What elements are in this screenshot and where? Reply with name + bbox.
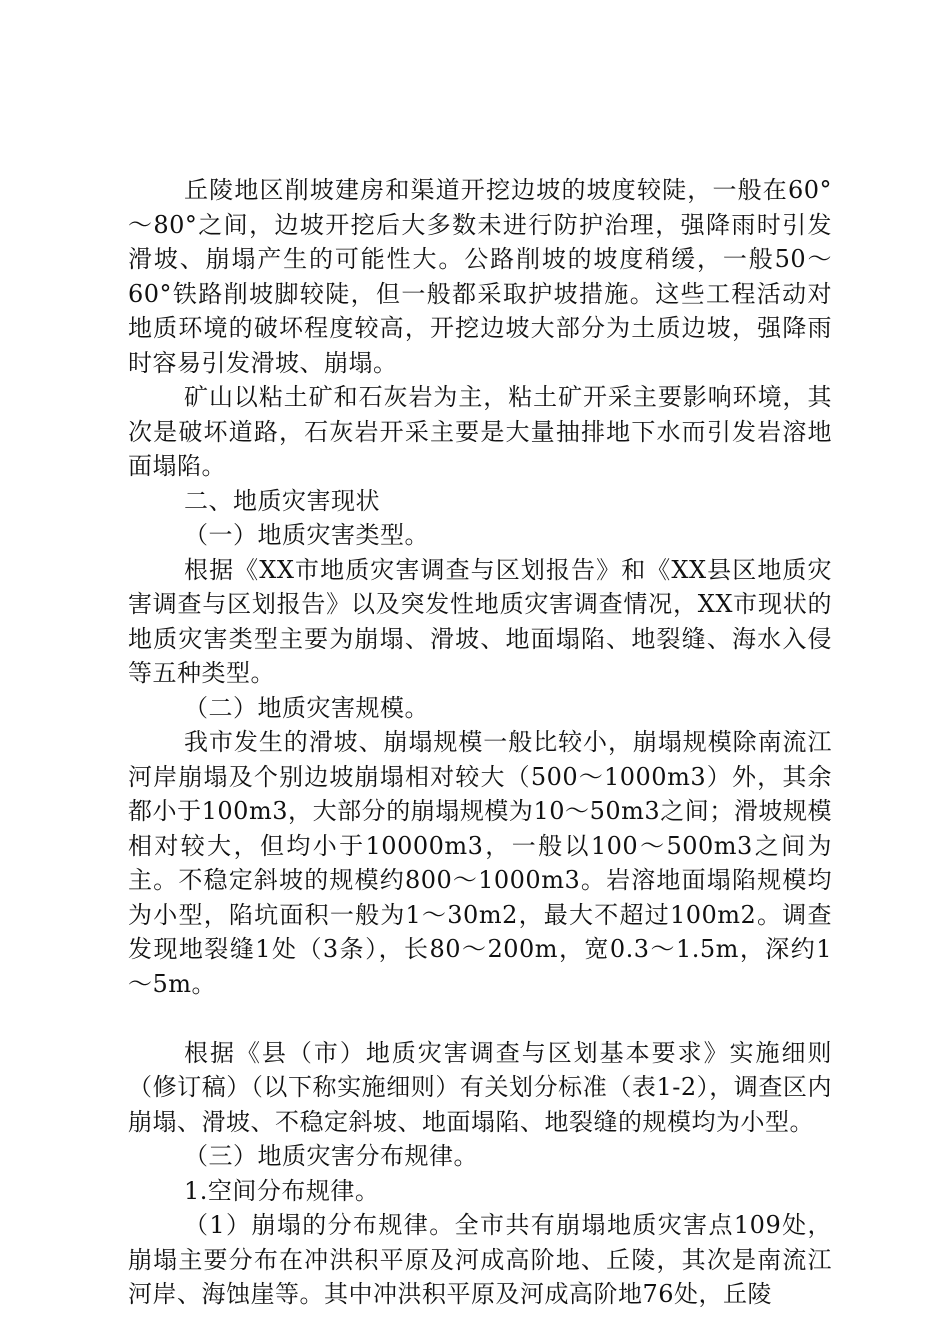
paragraph-disaster-types: 根据《XX市地质灾害调查与区划报告》和《XX县区地质灾害调查与区划报告》以及突发性地质灾害调查情况，XX市现状的地质灾害类型主要为崩塌、滑坡、地面塌陷、地裂缝、海水入侵等五种类型。 [128,555,832,687]
paragraph-collapse-distribution: （1）崩塌的分布规律。全市共有崩塌地质灾害点109处，崩塌主要分布在冲洪积平原及河成高阶地、丘陵，其次是南流江河岸、海蚀崖等。其中冲洪积平原及河成高阶地76处，丘陵 [128,1211,832,1308]
paragraph-mining: 矿山以粘土矿和石灰岩为主，粘土矿开采主要影响环境，其次是破坏道路，石灰岩开采主要是大量抽排地下水而引发岩溶地面塌陷。 [128,383,832,480]
paragraph-classification-standard: 根据《县（市）地质灾害调查与区划基本要求》实施细则（修订稿）（以下称实施细则）有关划分标准（表1-2），调查区内崩塌、滑坡、不稳定斜坡、地面塌陷、地裂缝的规模均为小型。 [128,1038,832,1136]
blank-line [128,1001,832,1036]
section-heading-current-status: 二、地质灾害现状 [184,486,380,515]
paragraph-disaster-scale: 我市发生的滑坡、崩塌规模一般比较小，崩塌规模除南流江河岸崩塌及个别边坡崩塌相对较大（500～1000m3）外，其余都小于100m3，大部分的崩塌规模为10～50m3之间；滑坡规模相对较大，但均小于10000m3，一般以100～500m3之间为主。不稳定斜坡的规模约800～1000m3。岩溶地面塌陷规模均为小型，陷坑面积一般为1～30m2，最大不超过100m2。调查发现地裂缝1处（3条），长80～200m，宽0.3～1.5m，深约1～5m。 [128,728,832,998]
item-heading-spatial-distribution: 1.空间分布规律。 [184,1176,380,1205]
paragraph-slope-cutting: 丘陵地区削坡建房和渠道开挖边坡的坡度较陡，一般在60°～80°之间，边坡开挖后大多数未进行防护治理，强降雨时引发滑坡、崩塌产生的可能性大。公路削坡的坡度稍缓，一般50～60°铁路削坡脚较陡，但一般都采取护坡措施。这些工程活动对地质环境的破坏程度较高，开挖边坡大部分为土质边坡，强降雨时容易引发滑坡、崩塌。 [128,176,832,377]
subsection-heading-scale: （二）地质灾害规模。 [184,693,429,722]
subsection-heading-distribution: （三）地质灾害分布规律。 [184,1142,478,1170]
document-body [128,173,832,1312]
subsection-heading-types: （一）地质灾害类型。 [184,521,429,549]
